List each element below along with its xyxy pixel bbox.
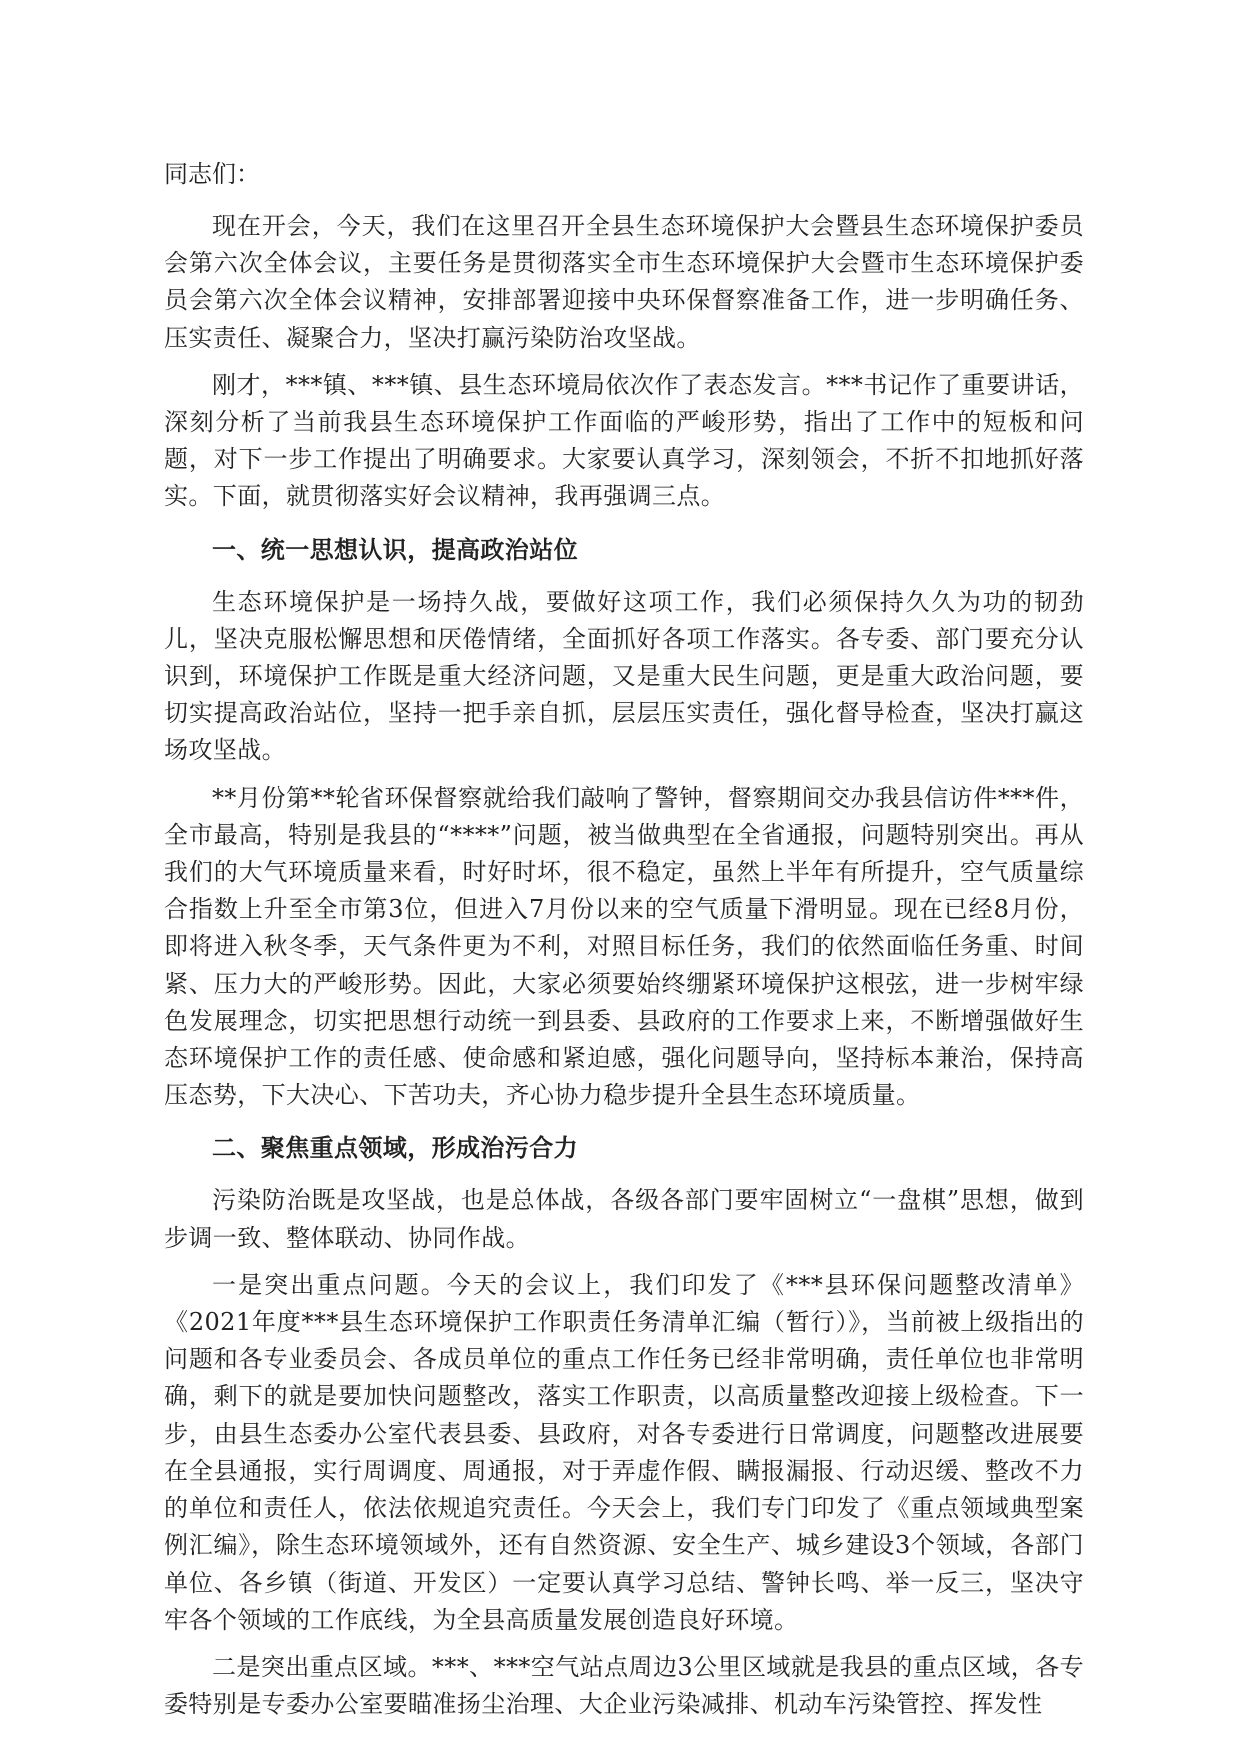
section-heading: 一、统一思想认识，提高政治站位 (212, 534, 578, 564)
paragraph: 刚才，***镇、***镇、县生态环境局依次作了表态发言。***书记作了重要讲话，深刻分析了当前我县生态环境保护工作面临的严峻形势，指出了工作中的短板和问题，对下一步工作提出了明确要求。大家要认真学习，深刻领会，不折不扣地抓好落实。下面，就贯彻落实好会议精神，我再强调三点。 (164, 370, 1084, 511)
section-heading: 二、聚焦重点领域，形成治污合力 (212, 1133, 578, 1163)
paragraph: 现在开会，今天，我们在这里召开全县生态环境保护大会暨县生态环境保护委员会第六次全体会议，主要任务是贯彻落实全市生态环境保护大会暨市生态环境保护委员会第六次全体会议精神，安排部署迎接中央环保督察准备工作，进一步明确任务、压实责任、凝聚合力，坚决打赢污染防治攻坚战。 (164, 212, 1084, 352)
paragraph: 二是突出重点区域。***、***空气站点周边3公里区域就是我县的重点区域，各专委特别是专委办公室要瞄准扬尘治理、大企业污染减排、机动车污染管控、挥发性 (164, 1652, 1084, 1719)
paragraph: 一是突出重点问题。今天的会议上，我们印发了《***县环保问题整改清单》《2021年度***县生态环境保护工作职责任务清单汇编（暂行）》，当前被上级指出的问题和各专业委员会、各成员单位的重点工作任务已经非常明确，责任单位也非常明确，剩下的就是要加快问题整改，落实工作职责，以高质量整改迎接上级检查。下一步，由县生态委办公室代表县委、县政府，对各专委进行日常调度，问题整改进展要在全县通报，实行周调度、周通报，对于弄虚作假、瞒报漏报、行动迟缓、整改不力的单位和责任人，依法依规追究责任。今天会上，我们专门印发了《重点领域典型案例汇编》，除生态环境领域外，还有自然资源、安全生产、城乡建设3个领域，各部门单位、各乡镇（街道、开发区）一定要认真学习总结、警钟长鸣、举一反三，坚决守牢各个领域的工作底线，为全县高质量发展创造良好环境。 (164, 1270, 1084, 1634)
paragraph: 生态环境保护是一场持久战，要做好这项工作，我们必须保持久久为功的韧劲儿，坚决克服松懈思想和厌倦情绪，全面抓好各项工作落实。各专委、部门要充分认识到，环境保护工作既是重大经济问题，又是重大民生问题，更是重大政治问题，要切实提高政治站位，坚持一把手亲自抓，层层压实责任，强化督导检查，坚决打赢这场攻坚战。 (164, 587, 1084, 765)
paragraph: 污染防治既是攻坚战，也是总体战，各级各部门要牢固树立“一盘棋”思想，做到步调一致、整体联动、协同作战。 (164, 1186, 1084, 1252)
salutation: 同志们： (164, 160, 260, 188)
document-body (164, 208, 1084, 1723)
paragraph: **月份第**轮省环保督察就给我们敲响了警钟，督察期间交办我县信访件***件，全市最高，特别是我县的“****”问题，被当做典型在全省通报，问题特别突出。再从我们的大气环境质量来看，时好时坏，很不稳定，虽然上半年有所提升，空气质量综合指数上升至全市第3位，但进入7月份以来的空气质量下滑明显。现在已经8月份，即将进入秋冬季，天气条件更为不利，对照目标任务，我们的依然面临任务重、时间紧、压力大的严峻形势。因此，大家必须要始终绷紧环境保护这根弦，进一步树牢绿色发展理念，切实把思想行动统一到县委、县政府的工作要求上来，不断增强做好生态环境保护工作的责任感、使命感和紧迫感，强化问题导向，坚持标本兼治，保持高压态势，下大决心、下苦功夫，齐心协力稳步提升全县生态环境质量。 (164, 783, 1084, 1110)
document-page (164, 150, 1084, 1733)
